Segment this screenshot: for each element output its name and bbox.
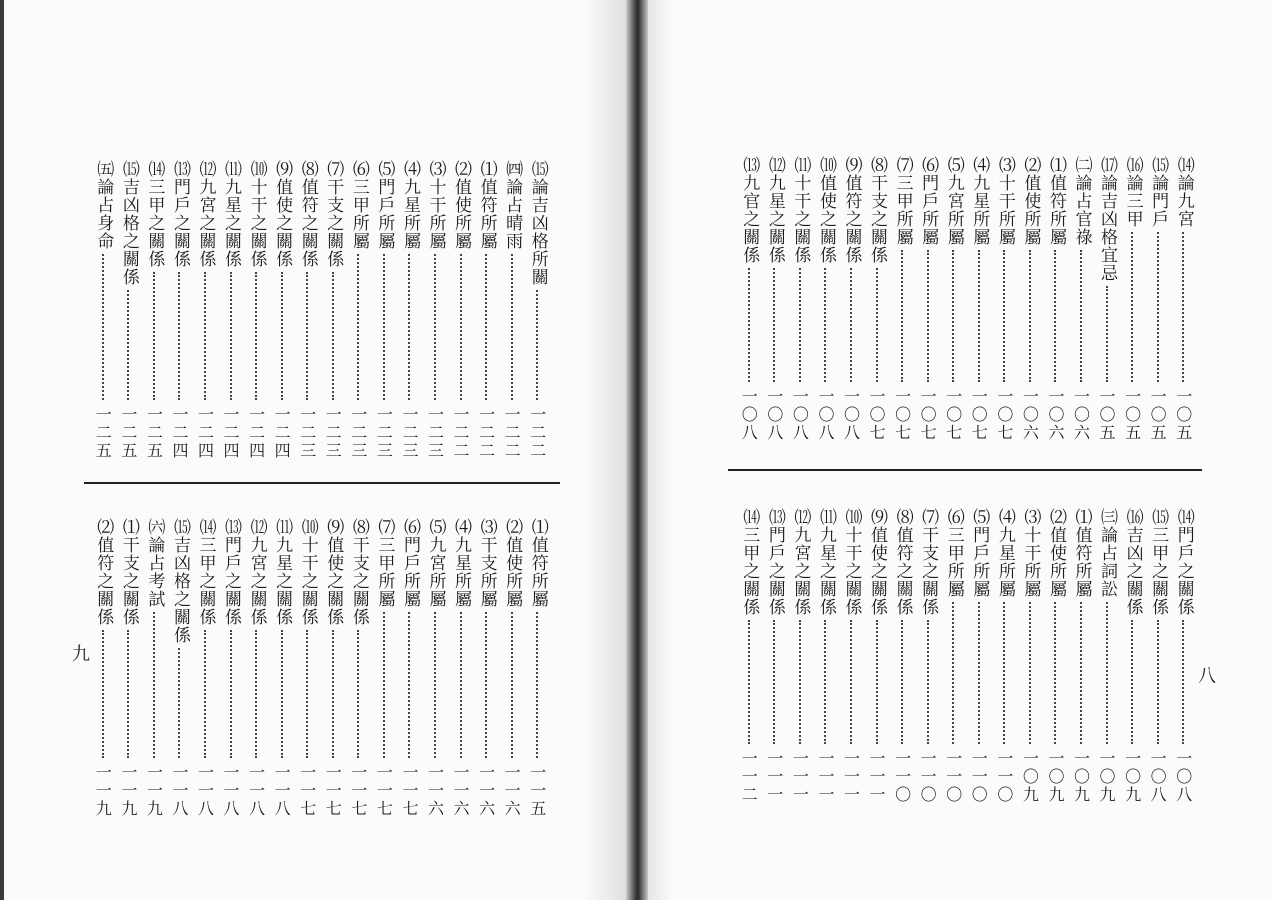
toc-entry: [116, 518, 141, 818]
toc-page-number: 一〇九: [1097, 750, 1117, 804]
toc-entry-title: ⒁門戶之關係: [1173, 508, 1194, 616]
toc-page-number: 一一〇: [918, 750, 938, 804]
toc-entry-title: ⑾九星之關係: [815, 508, 836, 616]
toc-page-number: 一二二: [527, 406, 547, 460]
toc-entry: [218, 160, 243, 460]
toc-dot-leader: [485, 254, 487, 400]
toc-dot-leader: [952, 250, 954, 382]
toc-entry: [864, 156, 889, 442]
toc-page-number: 一〇六: [1071, 388, 1091, 442]
toc-page-number: 一二三: [425, 406, 445, 460]
toc-dot-leader: [127, 290, 129, 400]
toc-page-number: 一〇五: [1148, 388, 1168, 442]
toc-page-number: 一一七: [374, 764, 394, 818]
toc-page-number: 一〇六: [1045, 388, 1065, 442]
toc-entry-title: ⑻干支之關係: [867, 156, 888, 264]
toc-entry: [116, 160, 141, 460]
toc-page-number: 一一六: [476, 764, 496, 818]
toc-dot-leader: [799, 620, 801, 744]
toc-dot-leader: [102, 630, 104, 758]
toc-page-number: 一一〇: [969, 750, 989, 804]
toc-page-number: 一一五: [527, 764, 547, 818]
toc-dot-leader: [748, 268, 750, 382]
toc-entry: [320, 160, 345, 460]
toc-entry-title: ⑹三甲所屬: [348, 160, 369, 250]
toc-entry: [736, 156, 761, 442]
toc-entry-title: ㈤論占身命: [93, 160, 114, 250]
toc-dot-leader: [876, 620, 878, 744]
toc-entry-title: ⒂吉凶格之關係: [169, 518, 190, 644]
toc-entry-title: ⒀門戶之關係: [221, 518, 242, 626]
toc-dot-leader: [230, 630, 232, 758]
toc-entry-title: ⑶十干所屬: [994, 156, 1015, 246]
left-top-toc-block: [90, 160, 550, 460]
toc-entry-title: ⑴干支之關係: [118, 518, 139, 626]
toc-entry-title: ⒄論吉凶格宜忌: [1097, 156, 1118, 282]
toc-entry: [813, 156, 838, 442]
toc-entry: [269, 518, 294, 818]
toc-page-number: 一二五: [118, 406, 138, 460]
toc-entry: [941, 156, 966, 442]
toc-entry-title: ㈥論占考試: [144, 518, 165, 608]
right-bottom-toc-block: [736, 508, 1196, 804]
toc-entry: [941, 508, 966, 804]
toc-dot-leader: [1029, 602, 1031, 744]
toc-entry-title: ⑴值符所屬: [1071, 508, 1092, 598]
toc-page-number: 一一八: [221, 764, 241, 818]
right-page: [636, 0, 1272, 900]
toc-dot-leader: [153, 272, 155, 400]
toc-entry-title: ㈣論占晴雨: [502, 160, 523, 250]
toc-entry-title: ⑾九星之關係: [272, 518, 293, 626]
toc-entry: [295, 160, 320, 460]
toc-entry-title: ⑺干支之關係: [323, 160, 344, 268]
toc-entry-title: ⑽十干之關係: [297, 518, 318, 626]
toc-page-number: 一一七: [323, 764, 343, 818]
toc-dot-leader: [102, 254, 104, 400]
toc-page-number: 一二五: [93, 406, 113, 460]
toc-entry: [762, 508, 787, 804]
toc-dot-leader: [357, 630, 359, 758]
toc-page-number: 一一六: [451, 764, 471, 818]
toc-entry: [90, 518, 115, 818]
toc-page-number: 一〇九: [1122, 750, 1142, 804]
toc-page-number: 一二三: [374, 406, 394, 460]
toc-dot-leader: [901, 250, 903, 382]
toc-dot-leader: [1080, 602, 1082, 744]
toc-entry-title: ⑸九宮所屬: [425, 518, 446, 608]
toc-dot-leader: [1054, 250, 1056, 382]
toc-page-number: 一一七: [399, 764, 419, 818]
toc-entry: [813, 508, 838, 804]
toc-entry-title: ⑽十干之關係: [841, 508, 862, 616]
toc-entry: [736, 508, 761, 804]
toc-entry: [1094, 156, 1119, 442]
toc-entry-title: ⒀門戶之關係: [169, 160, 190, 268]
book-gutter: [626, 0, 648, 900]
toc-dot-leader: [511, 612, 513, 758]
toc-page-number: 一二三: [297, 406, 317, 460]
toc-entry-title: ⑼值使之關係: [272, 160, 293, 268]
toc-entry: [1120, 508, 1145, 804]
toc-dot-leader: [901, 620, 903, 744]
toc-page-number: 一一八: [272, 764, 292, 818]
toc-dot-leader: [927, 250, 929, 382]
toc-dot-leader: [434, 612, 436, 758]
toc-entry-title: ⑷九星所屬: [969, 156, 990, 246]
toc-entry-title: ㈢論占詞訟: [1097, 508, 1118, 598]
toc-entry-title: ⑻干支之關係: [348, 518, 369, 626]
toc-dot-leader: [876, 268, 878, 382]
toc-page-number: 一一八: [195, 764, 215, 818]
toc-entry: [269, 160, 294, 460]
toc-dot-leader: [255, 630, 257, 758]
toc-entry-title: ⑼值使之關係: [323, 518, 344, 626]
toc-entry-title: ⑷九星所屬: [994, 508, 1015, 598]
toc-dot-leader: [357, 254, 359, 400]
toc-page-number: 一〇八: [815, 388, 835, 442]
toc-entry: [1171, 156, 1196, 442]
toc-page-number: 一一九: [93, 764, 113, 818]
toc-dot-leader: [153, 612, 155, 758]
toc-page-number: 一〇八: [739, 388, 759, 442]
left-folio-number: 九: [72, 644, 90, 665]
toc-entry-title: ⒁三甲之關係: [739, 508, 760, 616]
toc-entry-title: ⑴值符所屬: [1045, 156, 1066, 246]
toc-dot-leader: [306, 272, 308, 400]
toc-dot-leader: [460, 254, 462, 400]
toc-entry-title: ⑹三甲所屬: [943, 508, 964, 598]
toc-entry: [448, 160, 473, 460]
toc-entry-title: ⒂吉凶格之關係: [118, 160, 139, 286]
toc-entry-title: ⑻值符之關係: [297, 160, 318, 268]
toc-entry: [167, 518, 192, 818]
toc-dot-leader: [230, 272, 232, 400]
toc-dot-leader: [1131, 232, 1133, 382]
toc-entry-title: ⑷九星所屬: [399, 160, 420, 250]
toc-entry-title: ⒀門戶之關係: [764, 508, 785, 616]
toc-page-number: 一一一: [764, 750, 784, 804]
toc-entry: [193, 160, 218, 460]
right-divider-rule: [728, 469, 1202, 471]
toc-entry: [787, 156, 812, 442]
toc-entry-title: ⑵值使所屬: [502, 518, 523, 608]
toc-entry-title: ⑵值符之關係: [93, 518, 114, 626]
toc-entry: [966, 156, 991, 442]
toc-dot-leader: [306, 630, 308, 758]
toc-entry-title: ⒁論九宮: [1173, 156, 1194, 228]
toc-page-number: 一二三: [348, 406, 368, 460]
toc-entry-title: ⑷九星所屬: [451, 518, 472, 608]
toc-dot-leader: [204, 630, 206, 758]
toc-dot-leader: [1003, 602, 1005, 744]
toc-entry: [1171, 508, 1196, 804]
toc-entry-title: ⑿九宮之關係: [195, 160, 216, 268]
toc-entry: [1017, 156, 1042, 442]
toc-dot-leader: [536, 612, 538, 758]
toc-entry: [244, 518, 269, 818]
toc-entry: [966, 508, 991, 804]
toc-page-number: 一二三: [399, 406, 419, 460]
toc-page-number: 一一七: [348, 764, 368, 818]
toc-entry: [915, 156, 940, 442]
toc-entry-title: ⑺三甲所屬: [892, 156, 913, 246]
toc-page-number: 一一六: [502, 764, 522, 818]
toc-page-number: 一〇五: [1122, 388, 1142, 442]
toc-dot-leader: [978, 250, 980, 382]
right-top-toc-block: [736, 156, 1196, 442]
toc-entry-title: ⑽值使之關係: [815, 156, 836, 264]
toc-page-number: 一一〇: [994, 750, 1014, 804]
toc-entry: [915, 508, 940, 804]
toc-page-number: 一一〇: [943, 750, 963, 804]
toc-entry: [244, 160, 269, 460]
toc-dot-leader: [1003, 250, 1005, 382]
toc-dot-leader: [1106, 286, 1108, 382]
toc-page-number: 一〇七: [867, 388, 887, 442]
toc-dot-leader: [952, 602, 954, 744]
toc-page-number: 一〇五: [1173, 388, 1193, 442]
toc-page-number: 一〇九: [1045, 750, 1065, 804]
toc-dot-leader: [1054, 602, 1056, 744]
toc-entry-title: ⑺干支之關係: [918, 508, 939, 616]
toc-entry-title: ⑾十干之關係: [790, 156, 811, 264]
toc-page-number: 一一八: [246, 764, 266, 818]
toc-dot-leader: [927, 620, 929, 744]
toc-entry: [839, 156, 864, 442]
toc-dot-leader: [281, 630, 283, 758]
left-bottom-toc-block: [90, 518, 550, 818]
toc-page-number: 一二四: [195, 406, 215, 460]
toc-entry-title: ⑿九宮之關係: [246, 518, 267, 626]
toc-page-number: 一二二: [451, 406, 471, 460]
toc-entry-title: ⑺三甲所屬: [374, 518, 395, 608]
toc-entry: [1043, 156, 1068, 442]
toc-entry-title: ⑵值使所屬: [1045, 508, 1066, 598]
scan-left-edge: [0, 0, 4, 900]
toc-entry-title: ㈡論占官祿: [1071, 156, 1092, 246]
toc-dot-leader: [1080, 250, 1082, 382]
toc-entry-title: ⑼值使之關係: [867, 508, 888, 616]
toc-dot-leader: [1182, 232, 1184, 382]
toc-entry: [839, 508, 864, 804]
toc-entry: [193, 518, 218, 818]
toc-dot-leader: [281, 272, 283, 400]
toc-page-number: 一〇七: [994, 388, 1014, 442]
toc-page-number: 一〇七: [969, 388, 989, 442]
toc-dot-leader: [1157, 620, 1159, 744]
toc-dot-leader: [255, 272, 257, 400]
toc-entry: [474, 160, 499, 460]
toc-entry: [1017, 508, 1042, 804]
toc-entry: [295, 518, 320, 818]
toc-entry-title: ⑴值符所屬: [527, 518, 548, 608]
toc-entry-title: ⒃吉凶之關係: [1122, 508, 1143, 616]
toc-entry: [890, 156, 915, 442]
toc-entry-title: ⑾九星之關係: [221, 160, 242, 268]
toc-dot-leader: [978, 602, 980, 744]
toc-entry: [1043, 508, 1068, 804]
toc-entry: [992, 156, 1017, 442]
toc-page-number: 一一九: [118, 764, 138, 818]
toc-dot-leader: [178, 272, 180, 400]
toc-page-number: 一一〇: [892, 750, 912, 804]
toc-dot-leader: [748, 620, 750, 744]
toc-entry: [218, 518, 243, 818]
toc-entry: [90, 160, 115, 460]
toc-entry: [787, 508, 812, 804]
toc-entry: [1145, 508, 1170, 804]
toc-dot-leader: [434, 254, 436, 400]
toc-dot-leader: [799, 268, 801, 382]
toc-page-number: 一〇八: [764, 388, 784, 442]
left-divider-rule: [84, 482, 560, 484]
toc-entry-title: ⑸門戶所屬: [374, 160, 395, 250]
toc-dot-leader: [773, 268, 775, 382]
toc-entry: [167, 160, 192, 460]
toc-dot-leader: [460, 612, 462, 758]
toc-page-number: 一二四: [221, 406, 241, 460]
toc-page-number: 一二三: [323, 406, 343, 460]
toc-entry-title: ⑶干支所屬: [476, 518, 497, 608]
toc-entry: [346, 518, 371, 818]
toc-page-number: 一一七: [297, 764, 317, 818]
toc-dot-leader: [850, 620, 852, 744]
toc-dot-leader: [850, 268, 852, 382]
toc-dot-leader: [1106, 602, 1108, 744]
toc-dot-leader: [773, 620, 775, 744]
toc-page-number: 一一六: [425, 764, 445, 818]
toc-entry: [371, 518, 396, 818]
toc-dot-leader: [824, 268, 826, 382]
toc-entry: [397, 518, 422, 818]
toc-entry-title: ⑵值使所屬: [1020, 156, 1041, 246]
toc-entry: [397, 160, 422, 460]
toc-dot-leader: [332, 272, 334, 400]
toc-dot-leader: [1131, 620, 1133, 744]
toc-dot-leader: [383, 254, 385, 400]
toc-entry: [1069, 156, 1094, 442]
toc-entry-title: ⑵值使所屬: [451, 160, 472, 250]
toc-page-number: 一〇八: [1173, 750, 1193, 804]
toc-entry-title: ⑶十干所屬: [1020, 508, 1041, 598]
toc-page-number: 一〇九: [1071, 750, 1091, 804]
toc-entry-title: ⑽十干之關係: [246, 160, 267, 268]
toc-dot-leader: [408, 612, 410, 758]
toc-entry: [992, 508, 1017, 804]
toc-entry: [448, 518, 473, 818]
toc-entry: [762, 156, 787, 442]
toc-entry: [499, 160, 524, 460]
toc-dot-leader: [485, 612, 487, 758]
toc-entry: [499, 518, 524, 818]
toc-entry-title: ⒂論吉凶格所關: [527, 160, 548, 286]
toc-entry: [1145, 156, 1170, 442]
toc-entry: [1120, 156, 1145, 442]
toc-entry-title: ⑶十干所屬: [425, 160, 446, 250]
toc-dot-leader: [178, 648, 180, 758]
toc-entry: [346, 160, 371, 460]
toc-dot-leader: [1157, 232, 1159, 382]
toc-dot-leader: [127, 630, 129, 758]
right-folio-number: 八: [1198, 666, 1216, 687]
toc-dot-leader: [824, 620, 826, 744]
toc-entry: [525, 518, 550, 818]
toc-entry-title: ⑿九星之關係: [764, 156, 785, 264]
toc-entry-title: ⒀九官之關係: [739, 156, 760, 264]
toc-dot-leader: [511, 254, 513, 400]
toc-page-number: 一二四: [246, 406, 266, 460]
toc-entry: [1069, 508, 1094, 804]
toc-dot-leader: [536, 290, 538, 400]
toc-entry: [141, 518, 166, 818]
toc-page-number: 一一二: [739, 750, 759, 804]
toc-page-number: 一二四: [169, 406, 189, 460]
toc-entry: [474, 518, 499, 818]
toc-dot-leader: [383, 612, 385, 758]
toc-entry-title: ⑸門戶所屬: [969, 508, 990, 598]
toc-dot-leader: [408, 254, 410, 400]
toc-page-number: 一一一: [841, 750, 861, 804]
toc-entry-title: ⒂三甲之關係: [1148, 508, 1169, 616]
toc-entry-title: ⑸九宮所屬: [943, 156, 964, 246]
toc-entry-title: ⑴值符所屬: [476, 160, 497, 250]
toc-entry-title: ⒃論三甲: [1122, 156, 1143, 228]
toc-entry: [141, 160, 166, 460]
toc-entry: [864, 508, 889, 804]
toc-page-number: 一一九: [144, 764, 164, 818]
toc-entry-title: ⒁三甲之關係: [144, 160, 165, 268]
toc-dot-leader: [1029, 250, 1031, 382]
toc-dot-leader: [332, 630, 334, 758]
toc-entry: [525, 160, 550, 460]
toc-entry-title: ⒂論門戶: [1148, 156, 1169, 228]
toc-page-number: 一二二: [476, 406, 496, 460]
toc-entry: [423, 518, 448, 818]
toc-dot-leader: [204, 272, 206, 400]
toc-page-number: 一一一: [867, 750, 887, 804]
toc-page-number: 一二四: [272, 406, 292, 460]
toc-entry: [320, 518, 345, 818]
toc-entry: [423, 160, 448, 460]
toc-page-number: 一一八: [169, 764, 189, 818]
toc-page-number: 一〇八: [1148, 750, 1168, 804]
toc-entry: [1094, 508, 1119, 804]
toc-page-number: 一〇八: [841, 388, 861, 442]
toc-page-number: 一〇六: [1020, 388, 1040, 442]
toc-page-number: 一〇七: [943, 388, 963, 442]
toc-page-number: 一〇七: [918, 388, 938, 442]
toc-page-number: 一一一: [790, 750, 810, 804]
toc-dot-leader: [1182, 620, 1184, 744]
toc-entry: [371, 160, 396, 460]
toc-page-number: 一〇八: [790, 388, 810, 442]
toc-entry: [890, 508, 915, 804]
toc-entry-title: ⑻值符之關係: [892, 508, 913, 616]
toc-entry-title: ⑼值符之關係: [841, 156, 862, 264]
toc-entry-title: ⑹門戶所屬: [918, 156, 939, 246]
toc-entry-title: ⑹門戶所屬: [399, 518, 420, 608]
toc-page-number: 一〇五: [1097, 388, 1117, 442]
toc-entry-title: ⒁三甲之關係: [195, 518, 216, 626]
toc-entry-title: ⑿九宮之關係: [790, 508, 811, 616]
toc-page-number: 一〇九: [1020, 750, 1040, 804]
toc-page-number: 一〇七: [892, 388, 912, 442]
toc-page-number: 一二二: [502, 406, 522, 460]
toc-page-number: 一一一: [815, 750, 835, 804]
toc-page-number: 一二五: [144, 406, 164, 460]
